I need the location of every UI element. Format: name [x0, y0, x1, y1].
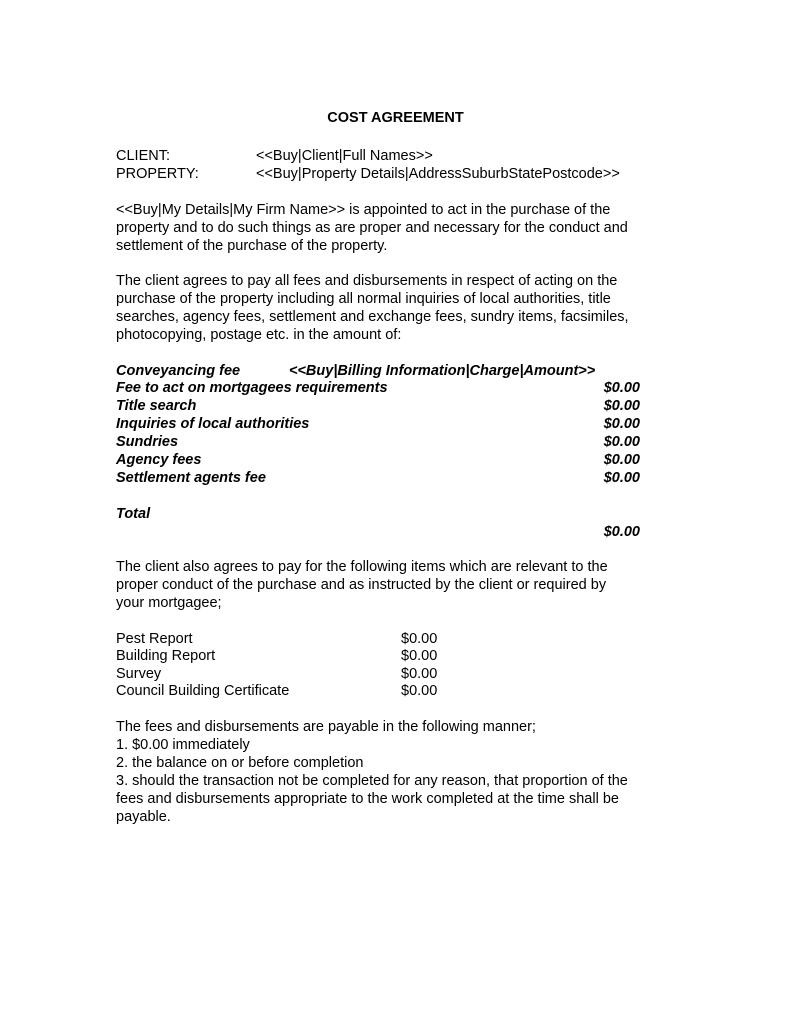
fees-paragraph — [116, 272, 676, 344]
fee-label: Agency fees — [116, 452, 202, 468]
total-label-row — [116, 505, 640, 523]
property-value: <<Buy|Property Details|AddressSuburbStatePostcode>> — [256, 166, 620, 182]
fee-row — [116, 397, 640, 415]
fee-amount: $0.00 — [603, 398, 640, 414]
item-amount: $0.00 — [401, 666, 438, 682]
paragraph-line: fees and disbursements appropriate to the work completed at the time shall be — [116, 791, 619, 807]
property-label: PROPERTY: — [116, 166, 199, 182]
fee-amount: $0.00 — [603, 416, 640, 432]
fee-amount: $0.00 — [603, 380, 640, 396]
fee-label: Inquiries of local authorities — [116, 416, 310, 432]
fee-row — [116, 433, 640, 451]
paragraph-line: property and to do such things as are proper and necessary for the conduct and — [116, 220, 628, 236]
paragraph-line: The client also agrees to pay for the following items which are relevant to the — [116, 559, 608, 575]
fee-row — [116, 415, 640, 433]
item-amount: $0.00 — [401, 683, 438, 699]
client-label: CLIENT: — [116, 148, 170, 164]
payment-term-1: 1. $0.00 immediately — [116, 737, 250, 753]
client-value: <<Buy|Client|Full Names>> — [256, 148, 433, 164]
item-row — [116, 630, 438, 648]
paragraph-line: <<Buy|My Details|My Firm Name>> is appointed to act in the purchase of the — [116, 202, 611, 218]
item-row — [116, 647, 438, 665]
fee-label: Title search — [116, 398, 197, 414]
paragraph-line: your mortgagee; — [116, 595, 222, 611]
items-paragraph — [116, 558, 676, 612]
item-amount: $0.00 — [401, 648, 438, 664]
payment-term-3: 3. should the transaction not be completed for any reason, that proportion of the — [116, 773, 628, 789]
conveyancing-fee-row — [116, 362, 640, 380]
item-row — [116, 665, 438, 683]
total-amount: $0.00 — [603, 524, 640, 540]
fee-row — [116, 379, 640, 397]
payment-terms-paragraph — [116, 718, 676, 826]
payment-term-2: 2. the balance on or before completion — [116, 755, 364, 771]
appointment-paragraph — [116, 201, 676, 255]
fee-amount: $0.00 — [603, 452, 640, 468]
client-line — [116, 147, 433, 165]
paragraph-line: purchase of the property including all normal inquiries of local authorities, title — [116, 291, 611, 307]
fee-amount: $0.00 — [603, 434, 640, 450]
item-label: Building Report — [116, 648, 216, 664]
paragraph-line: The fees and disbursements are payable in the following manner; — [116, 719, 536, 735]
total-label: Total — [116, 506, 151, 522]
fee-amount: $0.00 — [603, 470, 640, 486]
paragraph-line: The client agrees to pay all fees and disbursements in respect of acting on the — [116, 273, 618, 289]
item-label: Survey — [116, 666, 162, 682]
item-row — [116, 682, 438, 700]
paragraph-line: payable. — [116, 809, 171, 825]
item-label: Pest Report — [116, 631, 193, 647]
fee-row — [116, 469, 640, 487]
fee-label: Settlement agents fee — [116, 470, 266, 486]
paragraph-line: settlement of the purchase of the property. — [116, 238, 388, 254]
property-line — [116, 165, 620, 183]
document-title: COST AGREEMENT — [327, 110, 464, 126]
paragraph-line: searches, agency fees, settlement and exchange fees, sundry items, facsimiles, — [116, 309, 629, 325]
fee-label: Sundries — [116, 434, 179, 450]
fee-row — [116, 451, 640, 469]
fee-label: Fee to act on mortgagees requirements — [116, 380, 388, 396]
conveyancing-fee-label: Conveyancing fee — [116, 363, 241, 379]
paragraph-line: photocopying, postage etc. in the amount of: — [116, 327, 402, 343]
item-label: Council Building Certificate — [116, 683, 290, 699]
paragraph-line: proper conduct of the purchase and as instructed by the client or required by — [116, 577, 607, 593]
item-amount: $0.00 — [401, 631, 438, 647]
conveyancing-fee-value: <<Buy|Billing Information|Charge|Amount>> — [289, 363, 596, 379]
